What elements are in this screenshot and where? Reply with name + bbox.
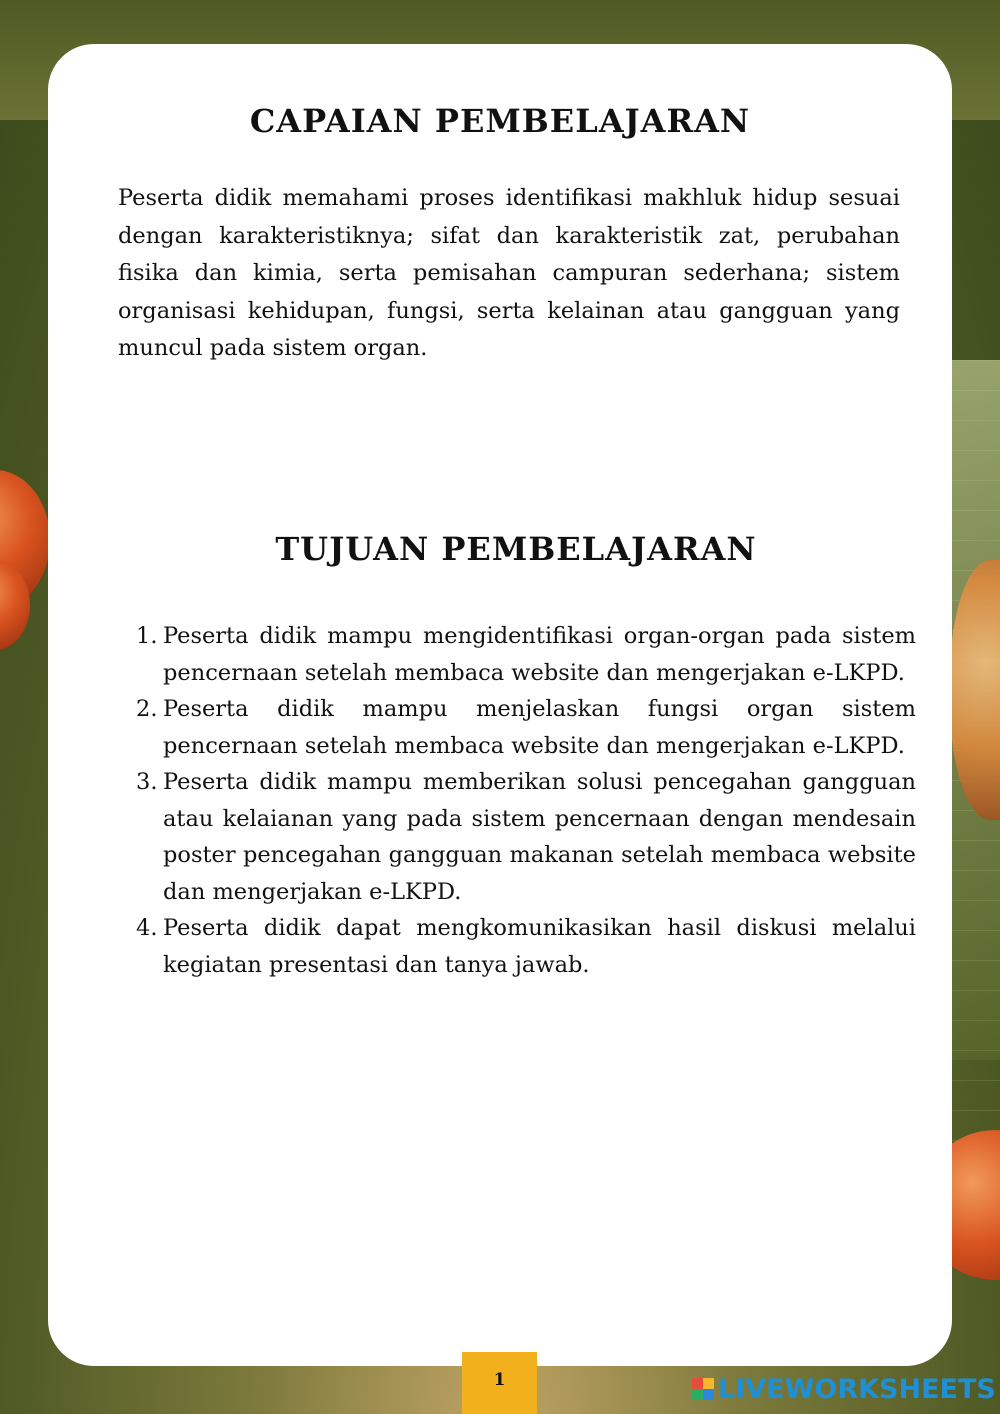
list-item-text: Peserta didik dapat mengkomunikasikan hasil diskusi melalui kegiatan presentasi dan tanya jawab. [163, 915, 916, 978]
list-item [136, 910, 916, 983]
liveworksheets-icon [692, 1378, 714, 1400]
capaian-title: CAPAIAN PEMBELAJARAN [249, 102, 751, 140]
page-number: 1 [462, 1352, 537, 1414]
list-item-number: 4. [136, 915, 158, 941]
capaian-text: Peserta didik memahami proses identifikasi makhluk hidup sesuai dengan karakteristiknya; sifat dan karakteristik zat, perubahan fisika dan kimia, serta pemisahan campuran sederhana; sistem organisasi kehidupan, fungsi, serta kelainan atau gangguan yang muncul pada sistem organ. [118, 185, 900, 361]
liveworksheets-brand: LIVEWORKSHEETS [718, 1373, 996, 1405]
list-item-number: 3. [136, 769, 158, 795]
liveworksheets-logo[interactable] [692, 1372, 996, 1406]
list-item [136, 691, 916, 764]
tujuan-list [136, 618, 916, 983]
list-item-number: 2. [136, 696, 158, 722]
list-item-text: Peserta didik mampu menjelaskan fungsi organ sistem pencernaan setelah membaca website dan mengerjakan e-LKPD. [163, 696, 916, 759]
tujuan-title: TUJUAN PEMBELAJARAN [275, 530, 757, 568]
content-card [48, 44, 952, 1366]
list-item [136, 764, 916, 910]
list-item-number: 1. [136, 623, 158, 649]
list-item-text: Peserta didik mampu mengidentifikasi organ-organ pada sistem pencernaan setelah membaca website dan mengerjakan e-LKPD. [163, 623, 916, 686]
list-item-text: Peserta didik mampu memberikan solusi pencegahan gangguan atau kelaianan yang pada sistem pencernaan dengan mendesain poster pencegahan gangguan makanan setelah membaca website dan mengerjakan e-LKPD. [163, 769, 916, 905]
list-item [136, 618, 916, 691]
